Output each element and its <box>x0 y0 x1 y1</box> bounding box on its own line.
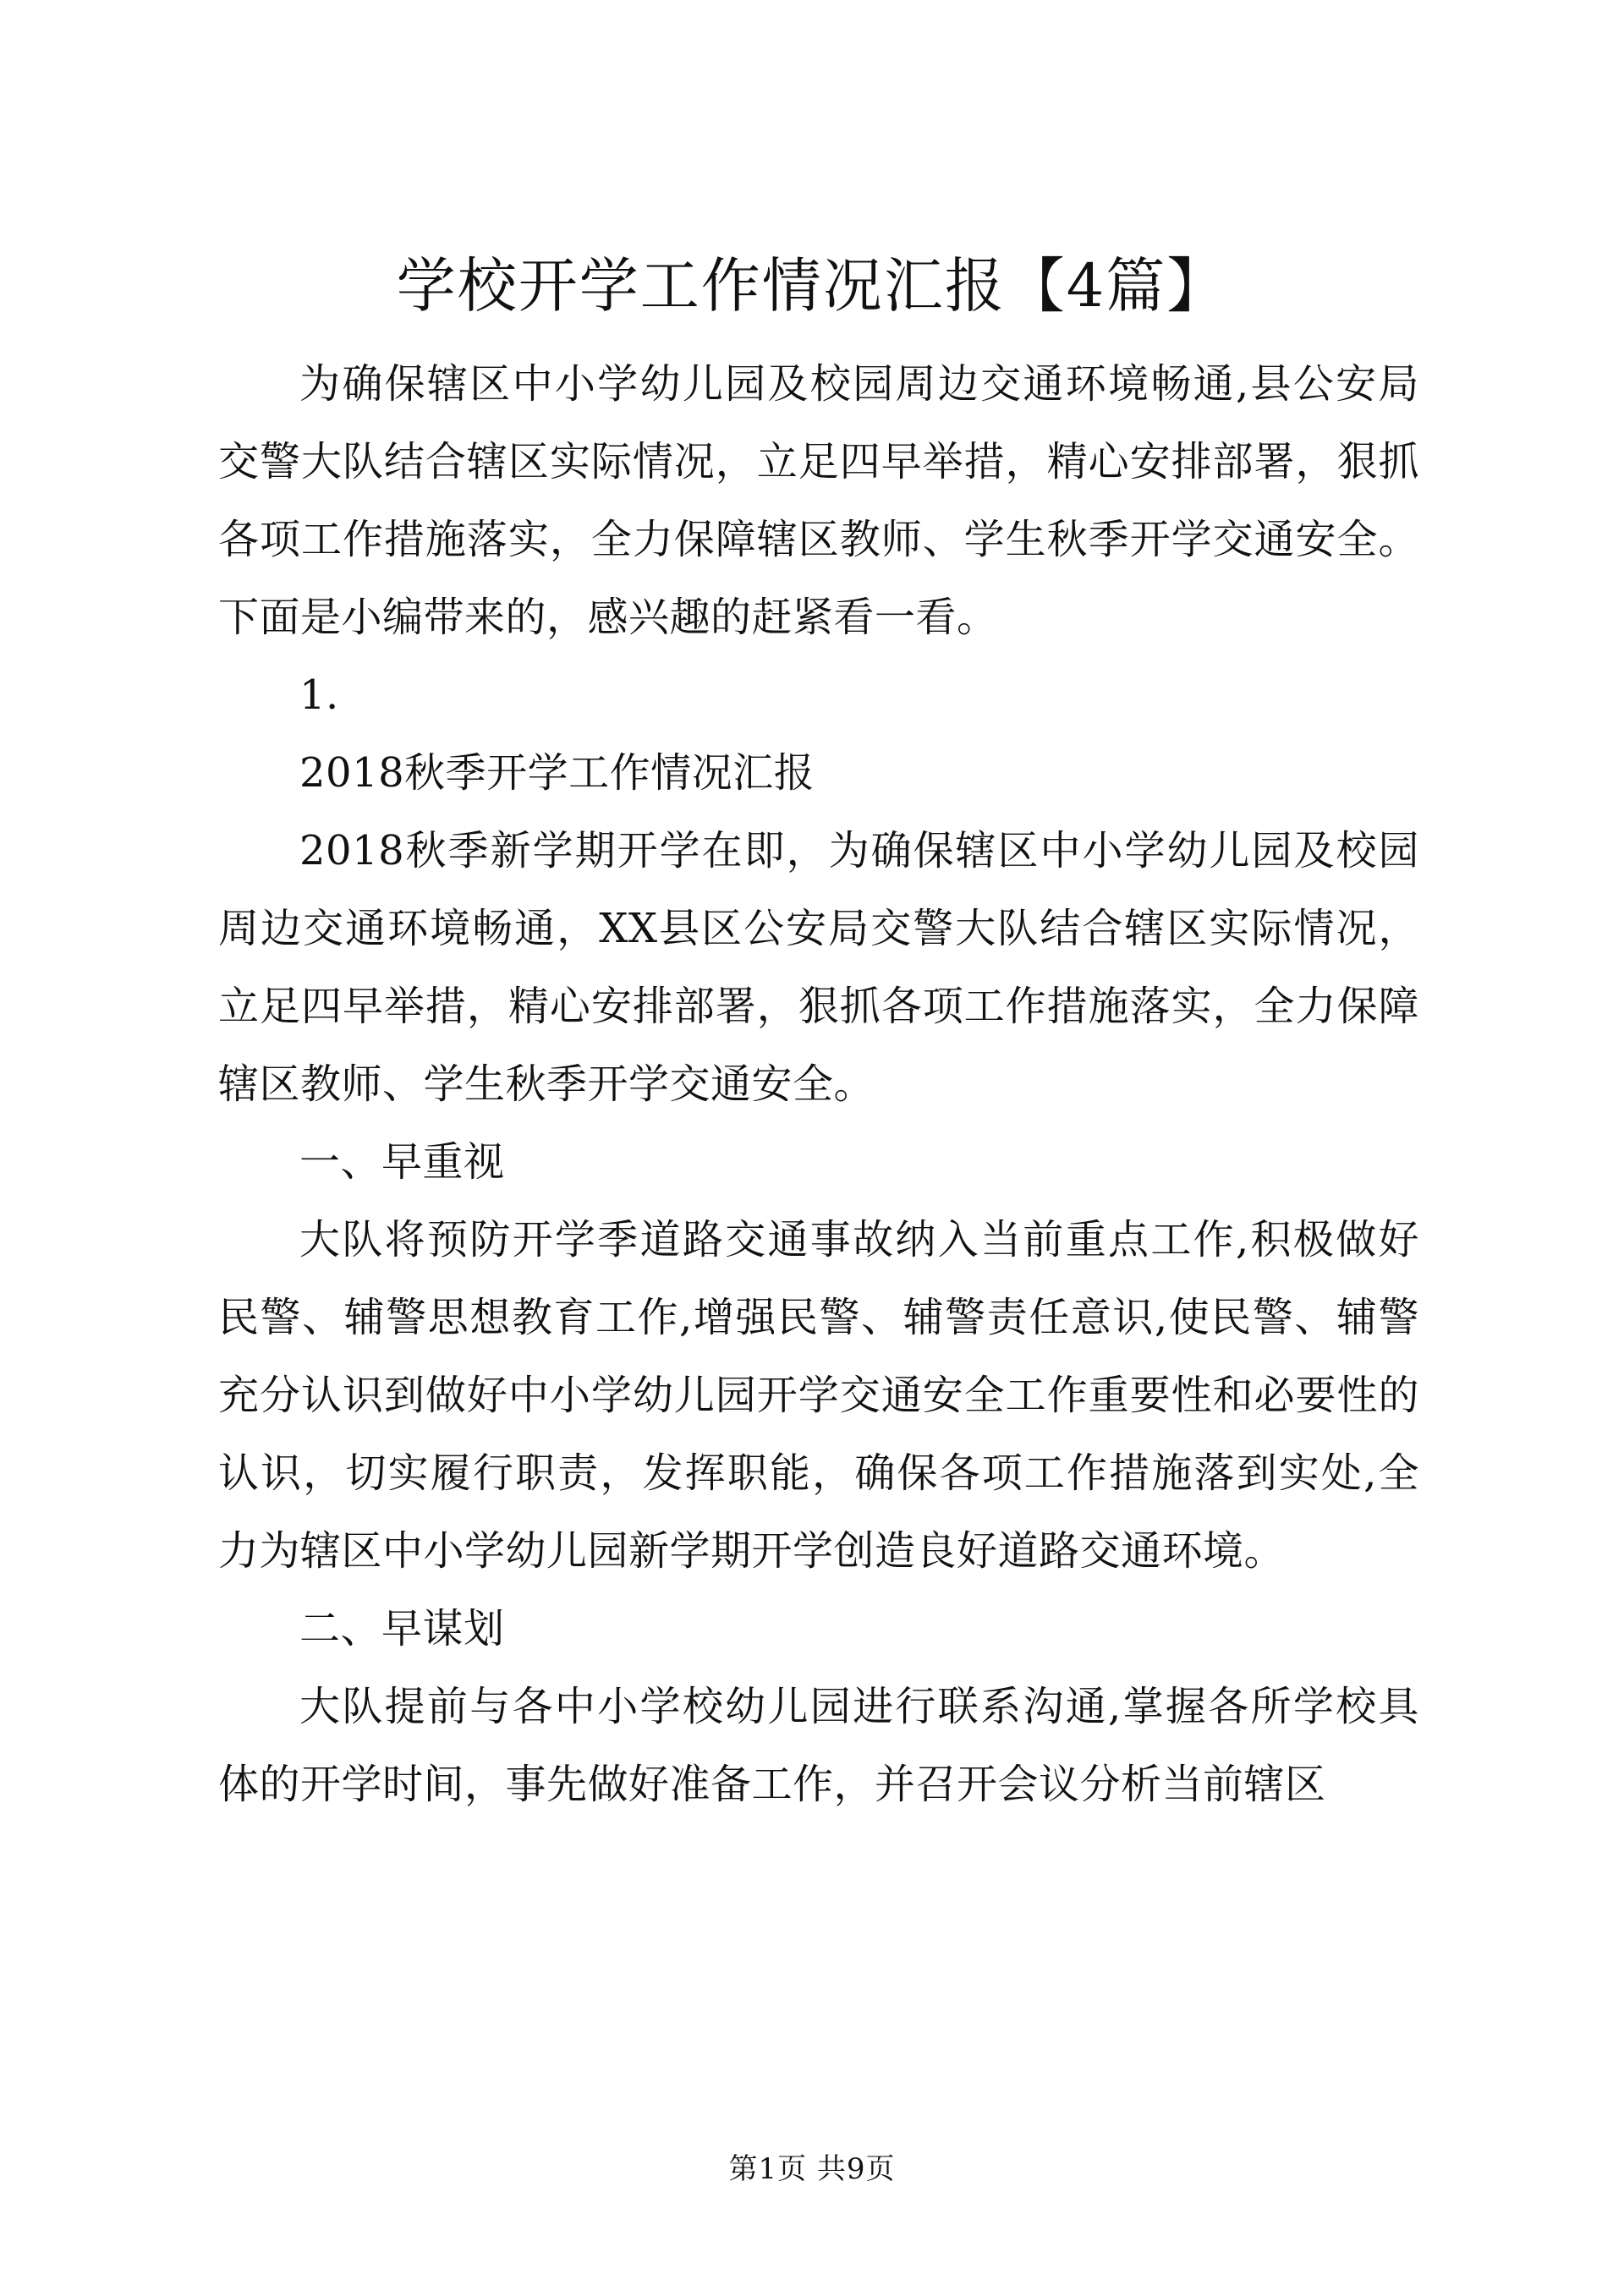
document-title: 学校开学工作情况汇报【4篇】 <box>396 251 1228 321</box>
paragraph-section-number: 1. <box>299 671 339 719</box>
heading-early-planning: 二、早谋划 <box>299 1605 505 1652</box>
paragraph-early-attention: 大队将预防开学季道路交通事故纳入当前重点工作,积极做好民警、辅警思想教育工作,增强民警、辅警责任意识,使民警、辅警充分认识到做好中小学幼儿园开学交通安全工作重要性和必要性的认识，切实履行职责，发挥职能，确保各项工作措施落到实处,全力为辖区中小学幼儿园新学期开学创造良好道路交通环境。 <box>218 1216 1419 1575</box>
document-body <box>218 345 1419 1823</box>
paragraph-report-intro: 2018秋季新学期开学在即，为确保辖区中小学幼儿园及校园周边交通环境畅通，XX县区公安局交警大队结合辖区实际情况，立足四早举措，精心安排部署，狠抓各项工作措施落实，全力保障辖区教师、学生秋季开学交通安全。 <box>218 827 1419 1108</box>
heading-early-attention: 一、早重视 <box>299 1138 505 1186</box>
page-footer: 第1页 共9页 <box>728 2152 896 2186</box>
paragraph-early-planning: 大队提前与各中小学校幼儿园进行联系沟通,掌握各所学校具体的开学时间，事先做好准备工作，并召开会议分析当前辖区 <box>218 1683 1419 1808</box>
paragraph-intro: 为确保辖区中小学幼儿园及校园周边交通环境畅通,县公安局交警大队结合辖区实际情况，立足四早举措，精心安排部署，狠抓各项工作措施落实，全力保障辖区教师、学生秋季开学交通安全。下面是小编带来的，感兴趣的赶紧看一看。 <box>218 360 1419 641</box>
paragraph-report-title: 2018秋季开学工作情况汇报 <box>299 749 815 797</box>
